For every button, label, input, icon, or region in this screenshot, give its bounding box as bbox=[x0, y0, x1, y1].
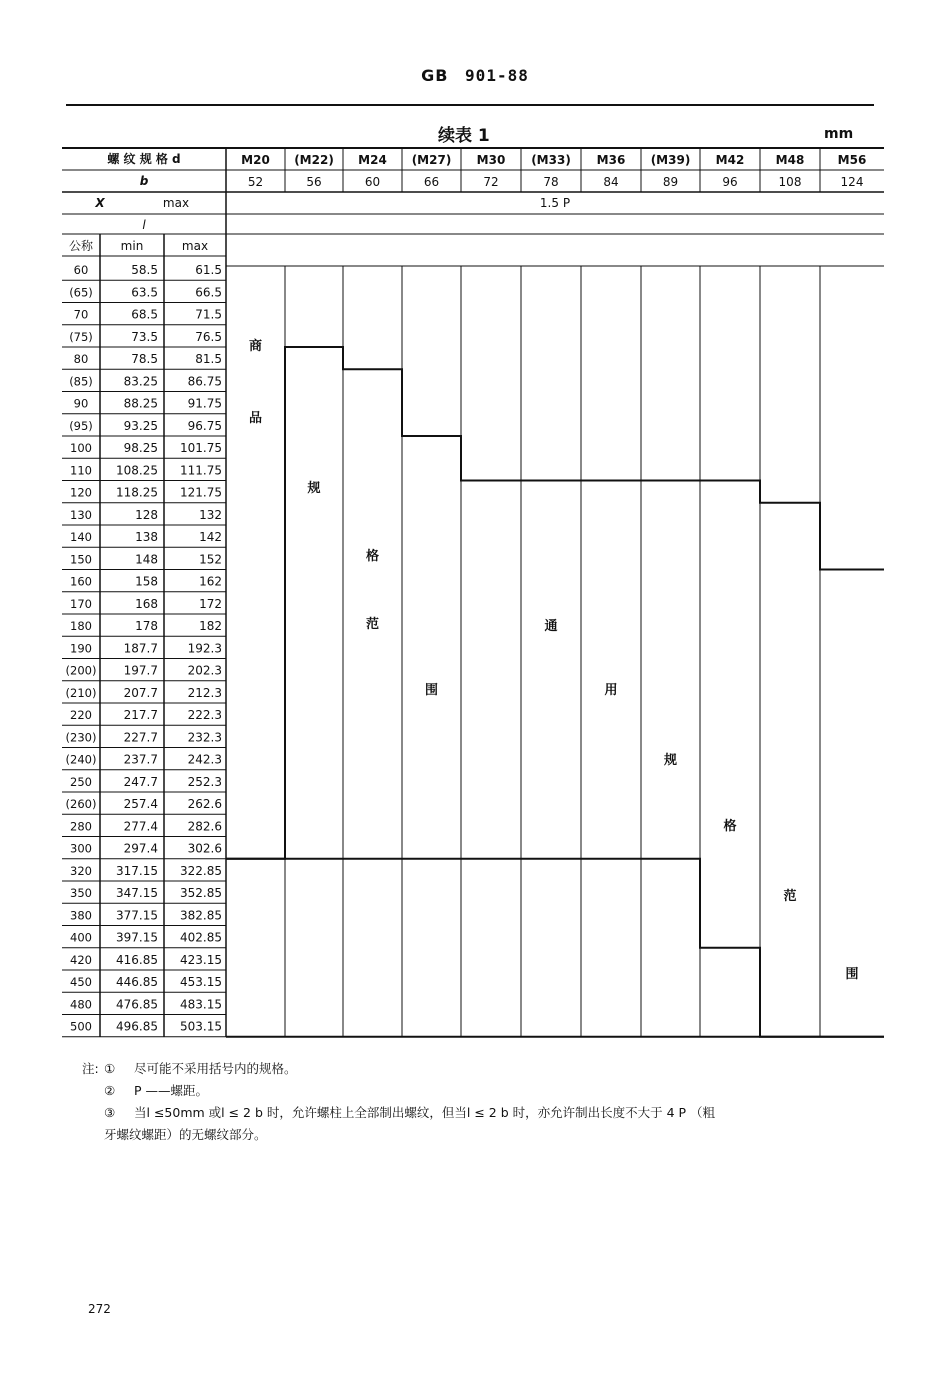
row-min: 377.15 bbox=[116, 908, 158, 923]
row-nominal: 300 bbox=[70, 841, 92, 856]
row-nominal: 100 bbox=[70, 441, 92, 455]
row-max: 162 bbox=[199, 574, 222, 589]
row-min: 446.85 bbox=[116, 975, 158, 989]
column-b: 84 bbox=[603, 175, 619, 189]
row-max: 71.5 bbox=[195, 307, 222, 322]
row-nominal: (85) bbox=[69, 374, 93, 389]
row-nominal: 380 bbox=[70, 908, 92, 923]
row-max: 232.3 bbox=[187, 730, 222, 745]
row-max: 172 bbox=[199, 596, 222, 611]
b-label: b bbox=[139, 174, 149, 188]
row-min: 168 bbox=[135, 596, 158, 611]
general-range-char: 格 bbox=[723, 819, 737, 834]
row-min: 197.7 bbox=[123, 663, 158, 678]
row-nominal: 180 bbox=[70, 619, 92, 633]
row-max: 503.15 bbox=[180, 1019, 222, 1034]
column-b: 124 bbox=[840, 175, 864, 189]
row-min: 58.5 bbox=[131, 263, 158, 277]
row-min: 178 bbox=[135, 619, 158, 633]
row-min: 187.7 bbox=[123, 641, 158, 656]
commercial-range-char: 范 bbox=[365, 617, 380, 632]
min-label: min bbox=[120, 239, 144, 253]
row-min: 83.25 bbox=[123, 374, 158, 389]
row-min: 73.5 bbox=[131, 329, 158, 344]
x-value: 1.5 P bbox=[539, 196, 571, 210]
row-max: 252.3 bbox=[187, 774, 222, 789]
general-range-char: 用 bbox=[604, 683, 618, 698]
row-nominal: (95) bbox=[69, 418, 93, 433]
column-spec: (M22) bbox=[294, 153, 334, 167]
row-min: 63.5 bbox=[131, 285, 158, 300]
row-max: 142 bbox=[199, 530, 222, 544]
row-max: 101.75 bbox=[180, 441, 222, 455]
notes-prefix: 注: bbox=[82, 1061, 99, 1076]
row-nominal: 130 bbox=[70, 507, 92, 522]
column-spec: (M33) bbox=[531, 153, 571, 167]
column-spec: M24 bbox=[358, 153, 387, 167]
row-nominal: 80 bbox=[73, 352, 89, 366]
row-min: 416.85 bbox=[116, 952, 158, 967]
note-2 bbox=[82, 1080, 882, 1102]
row-nominal: 400 bbox=[70, 930, 92, 945]
column-spec: M36 bbox=[596, 153, 626, 167]
column-spec: (M39) bbox=[650, 153, 691, 167]
x-label: X bbox=[95, 196, 105, 210]
note-text: 当l ≤50mm 或l ≤ 2 b 时，允许螺柱上全部制出螺纹，但当l ≤ 2 b 时，亦允许制出长度不大于 4 P （粗 bbox=[134, 1105, 716, 1120]
notes bbox=[82, 1058, 882, 1146]
row-min: 93.25 bbox=[123, 418, 158, 433]
max-label: max bbox=[181, 239, 209, 253]
row-nominal: 60 bbox=[73, 263, 89, 277]
column-b: 60 bbox=[364, 175, 381, 189]
row-nominal: 110 bbox=[70, 463, 92, 478]
x-max-label: max bbox=[162, 196, 190, 210]
column-spec: M42 bbox=[715, 153, 745, 167]
row-max: 76.5 bbox=[195, 329, 222, 344]
row-nominal: 160 bbox=[70, 574, 92, 589]
note-number: ② bbox=[104, 1083, 116, 1098]
row-min: 227.7 bbox=[123, 730, 158, 745]
commercial-range-char: 商 bbox=[248, 339, 263, 354]
column-spec: M56 bbox=[837, 153, 867, 167]
general-range-char: 范 bbox=[783, 889, 797, 904]
row-max: 66.5 bbox=[195, 285, 222, 300]
row-max: 61.5 bbox=[195, 263, 222, 277]
row-min: 158 bbox=[135, 574, 158, 589]
row-nominal: 190 bbox=[70, 641, 92, 656]
row-max: 212.3 bbox=[187, 685, 222, 700]
standard-number: 901-88 bbox=[465, 66, 529, 85]
note-text: P ——螺距。 bbox=[134, 1083, 209, 1098]
row-nominal: 500 bbox=[70, 1019, 92, 1034]
note-text: 尽可能不采用括号内的规格。 bbox=[134, 1061, 297, 1076]
row-nominal: 70 bbox=[73, 307, 89, 322]
row-max: 322.85 bbox=[180, 863, 222, 878]
row-max: 483.15 bbox=[180, 997, 222, 1012]
row-nominal: (230) bbox=[65, 730, 97, 745]
note-1 bbox=[82, 1058, 882, 1080]
row-nominal: (75) bbox=[69, 329, 93, 344]
page-number: 272 bbox=[88, 1302, 111, 1316]
general-range-char: 围 bbox=[845, 967, 859, 982]
row-nominal: (260) bbox=[65, 797, 97, 811]
general-range-char: 规 bbox=[663, 753, 678, 768]
column-spec: M48 bbox=[775, 153, 805, 167]
row-max: 132 bbox=[199, 507, 222, 522]
standard-code: GB bbox=[421, 66, 449, 85]
column-b: 89 bbox=[662, 175, 679, 189]
column-b: 78 bbox=[543, 175, 559, 189]
row-min: 217.7 bbox=[123, 708, 158, 722]
row-nominal: (65) bbox=[69, 285, 93, 300]
row-min: 98.25 bbox=[123, 441, 158, 455]
row-min: 108.25 bbox=[116, 463, 158, 478]
row-min: 237.7 bbox=[123, 752, 158, 767]
row-nominal: 220 bbox=[70, 708, 92, 722]
row-max: 262.6 bbox=[187, 797, 222, 811]
column-spec: M30 bbox=[476, 153, 506, 167]
column-b: 108 bbox=[778, 175, 802, 189]
row-max: 81.5 bbox=[195, 352, 222, 366]
row-nominal: 320 bbox=[70, 863, 92, 878]
row-max: 423.15 bbox=[180, 952, 222, 967]
column-spec: M20 bbox=[241, 153, 270, 167]
row-nominal: 170 bbox=[70, 596, 92, 611]
row-min: 128 bbox=[135, 507, 158, 522]
l-label: l bbox=[142, 218, 146, 232]
row-nominal: 480 bbox=[70, 997, 92, 1012]
row-min: 496.85 bbox=[116, 1019, 158, 1034]
commercial-range-char: 规 bbox=[307, 481, 321, 496]
row-nominal: (210) bbox=[65, 685, 97, 700]
column-b: 52 bbox=[247, 175, 264, 189]
row-min: 277.4 bbox=[123, 819, 158, 834]
row-min: 118.25 bbox=[116, 485, 158, 500]
row-max: 282.6 bbox=[187, 819, 222, 834]
row-nominal: 150 bbox=[70, 552, 92, 567]
row-max: 91.75 bbox=[187, 396, 222, 411]
table-caption: 续表 1 bbox=[438, 126, 490, 146]
note-3 bbox=[82, 1102, 882, 1124]
row-min: 68.5 bbox=[131, 307, 158, 322]
row-nominal: 420 bbox=[70, 952, 92, 967]
row-max: 352.85 bbox=[180, 886, 222, 900]
column-b: 56 bbox=[306, 175, 322, 189]
row-max: 111.75 bbox=[180, 463, 222, 478]
row-min: 476.85 bbox=[116, 997, 158, 1012]
row-min: 148 bbox=[135, 552, 158, 567]
row-min: 88.25 bbox=[123, 396, 158, 411]
row-max: 453.15 bbox=[180, 975, 222, 989]
row-min: 207.7 bbox=[123, 685, 158, 700]
row-max: 402.85 bbox=[180, 930, 222, 945]
row-min: 138 bbox=[135, 530, 158, 544]
row-nominal: (200) bbox=[65, 663, 97, 678]
row-max: 152 bbox=[199, 552, 222, 567]
row-nominal: 450 bbox=[70, 975, 92, 989]
row-nominal: 250 bbox=[70, 774, 92, 789]
row-min: 397.15 bbox=[116, 930, 158, 945]
commercial-range-char: 格 bbox=[365, 549, 380, 564]
row-nominal: 90 bbox=[73, 396, 89, 411]
column-spec: (M27) bbox=[411, 153, 452, 167]
row-max: 182 bbox=[199, 619, 222, 633]
row-max: 121.75 bbox=[180, 485, 222, 500]
row-nominal: 120 bbox=[70, 485, 92, 500]
row-max: 202.3 bbox=[187, 663, 222, 678]
note-3-continuation: 牙螺纹螺距）的无螺纹部分。 bbox=[104, 1127, 267, 1142]
column-b: 96 bbox=[722, 175, 738, 189]
row-nominal: 280 bbox=[70, 819, 92, 834]
row-max: 382.85 bbox=[180, 908, 222, 923]
note-number: ③ bbox=[104, 1105, 116, 1120]
nominal-label: 公称 bbox=[68, 239, 94, 253]
row-min: 78.5 bbox=[131, 352, 158, 366]
row-max: 192.3 bbox=[187, 641, 222, 656]
row-min: 347.15 bbox=[116, 886, 158, 900]
commercial-range-boundary bbox=[226, 347, 884, 859]
column-b: 72 bbox=[483, 175, 499, 189]
note-number: ① bbox=[104, 1061, 116, 1076]
general-range-boundary bbox=[226, 859, 884, 1037]
commercial-range-char: 品 bbox=[248, 411, 263, 426]
unit-label: mm bbox=[824, 126, 854, 142]
row-min: 257.4 bbox=[123, 797, 158, 811]
row-max: 222.3 bbox=[187, 708, 222, 722]
commercial-range-char: 围 bbox=[424, 683, 439, 698]
column-b: 66 bbox=[423, 175, 440, 189]
row-min: 297.4 bbox=[123, 841, 158, 856]
row-max: 302.6 bbox=[187, 841, 222, 856]
spec-label: 螺 纹 规 格 d bbox=[107, 152, 181, 166]
row-max: 86.75 bbox=[187, 374, 222, 389]
row-nominal: 350 bbox=[70, 886, 92, 900]
row-nominal: 140 bbox=[70, 530, 92, 544]
row-min: 247.7 bbox=[123, 774, 158, 789]
row-nominal: (240) bbox=[65, 752, 97, 767]
row-max: 96.75 bbox=[187, 418, 222, 433]
general-range-char: 通 bbox=[544, 619, 558, 634]
row-min: 317.15 bbox=[116, 863, 158, 878]
row-max: 242.3 bbox=[187, 752, 222, 767]
